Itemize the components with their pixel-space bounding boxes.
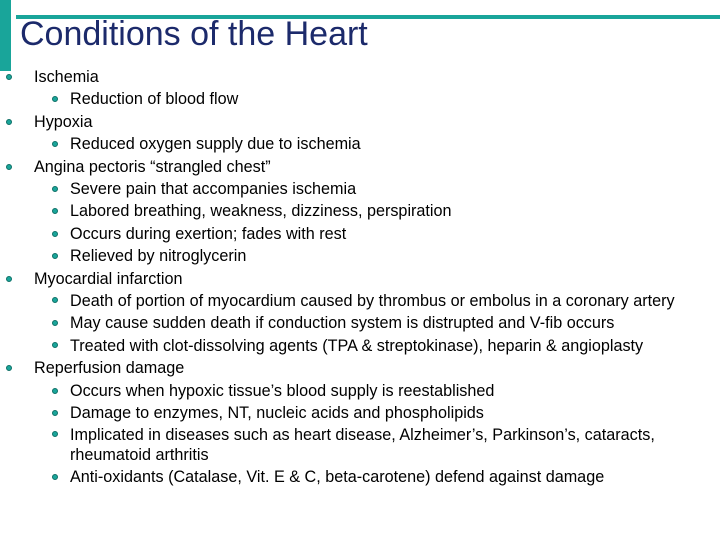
bullet-text: Ischemia — [34, 68, 99, 86]
bullet-dot-icon — [52, 253, 58, 259]
accent-bar — [0, 0, 11, 71]
sub-bullet — [0, 178, 715, 200]
sub-bullet — [0, 424, 715, 466]
bullet-dot-icon — [52, 297, 58, 303]
bullet-text: Hypoxia — [34, 112, 93, 131]
bullet-text: Reperfusion damage — [34, 359, 185, 378]
sub-bullet — [0, 133, 715, 155]
sub-bullet — [0, 290, 715, 312]
sub-bullet — [0, 200, 715, 222]
sub-bullet-text: Occurs when hypoxic tissue’s blood supply is reestablished — [70, 381, 495, 400]
sub-bullet-text: Anti-oxidants (Catalase, Vit. E & C, beta-carotene) defend against damage — [70, 468, 605, 487]
sub-bullet-text: Death of portion of myocardium caused by thrombus or embolus in a coronary artery — [70, 292, 675, 311]
sub-bullet-text: Damage to enzymes, NT, nucleic acids and phospholipids — [70, 404, 484, 423]
bullet-ischemia — [0, 66, 715, 88]
bullet-dot-icon — [52, 410, 58, 416]
sub-bullet-text: Reduced oxygen supply due to ischemia — [70, 135, 361, 154]
bullet-dot-icon — [52, 474, 58, 480]
bullet-dot-icon — [52, 388, 58, 394]
sub-bullet-text: May cause sudden death if conduction system is distrupted and V-fib occurs — [70, 314, 615, 333]
sub-bullet — [0, 335, 715, 357]
sub-bullet — [0, 88, 715, 110]
sub-bullet-text: Relieved by nitroglycerin — [70, 247, 247, 266]
bullet-dot-icon — [52, 141, 58, 147]
sub-bullet — [0, 466, 715, 488]
sub-bullet — [0, 223, 715, 245]
sub-bullet-text: Reduction of blood flow — [70, 90, 239, 109]
sub-bullet-text: Occurs during exertion; fades with rest — [70, 224, 347, 243]
sub-bullet — [0, 380, 715, 402]
sub-bullet-text: Implicated in diseases such as heart disease, Alzheimer’s, Parkinson’s, cataracts, rheumatoid arthritis — [70, 426, 655, 464]
bullet-myocardial-infarction — [0, 268, 715, 290]
bullet-dot-icon — [6, 164, 12, 170]
bullet-dot-icon — [52, 186, 58, 192]
bullet-hypoxia — [0, 111, 715, 133]
bullet-text: Angina pectoris “strangled chest” — [34, 157, 271, 176]
bullet-dot-icon — [6, 74, 12, 80]
bullet-reperfusion-damage — [0, 357, 715, 379]
bullet-dot-icon — [52, 342, 58, 348]
bullet-text: Myocardial infarction — [34, 269, 183, 288]
bullet-dot-icon — [6, 276, 12, 282]
sub-bullet-text: Severe pain that accompanies ischemia — [70, 180, 357, 199]
bullet-dot-icon — [52, 431, 58, 437]
sub-bullet — [0, 245, 715, 267]
bullet-dot-icon — [52, 320, 58, 326]
bullet-dot-icon — [6, 119, 12, 125]
slide-title: Conditions of the Heart — [20, 15, 368, 53]
bullet-dot-icon — [6, 365, 12, 371]
bullet-dot-icon — [52, 231, 58, 237]
sub-bullet — [0, 312, 715, 334]
sub-bullet-text: Labored breathing, weakness, dizziness, perspiration — [70, 202, 452, 221]
sub-bullet-text: Treated with clot-dissolving agents (TPA & streptokinase), heparin & angioplasty — [70, 336, 644, 355]
bullet-dot-icon — [52, 208, 58, 214]
sub-bullet — [0, 402, 715, 424]
bullet-angina — [0, 156, 715, 178]
bullet-dot-icon — [52, 96, 58, 102]
bullet-list — [0, 66, 715, 488]
